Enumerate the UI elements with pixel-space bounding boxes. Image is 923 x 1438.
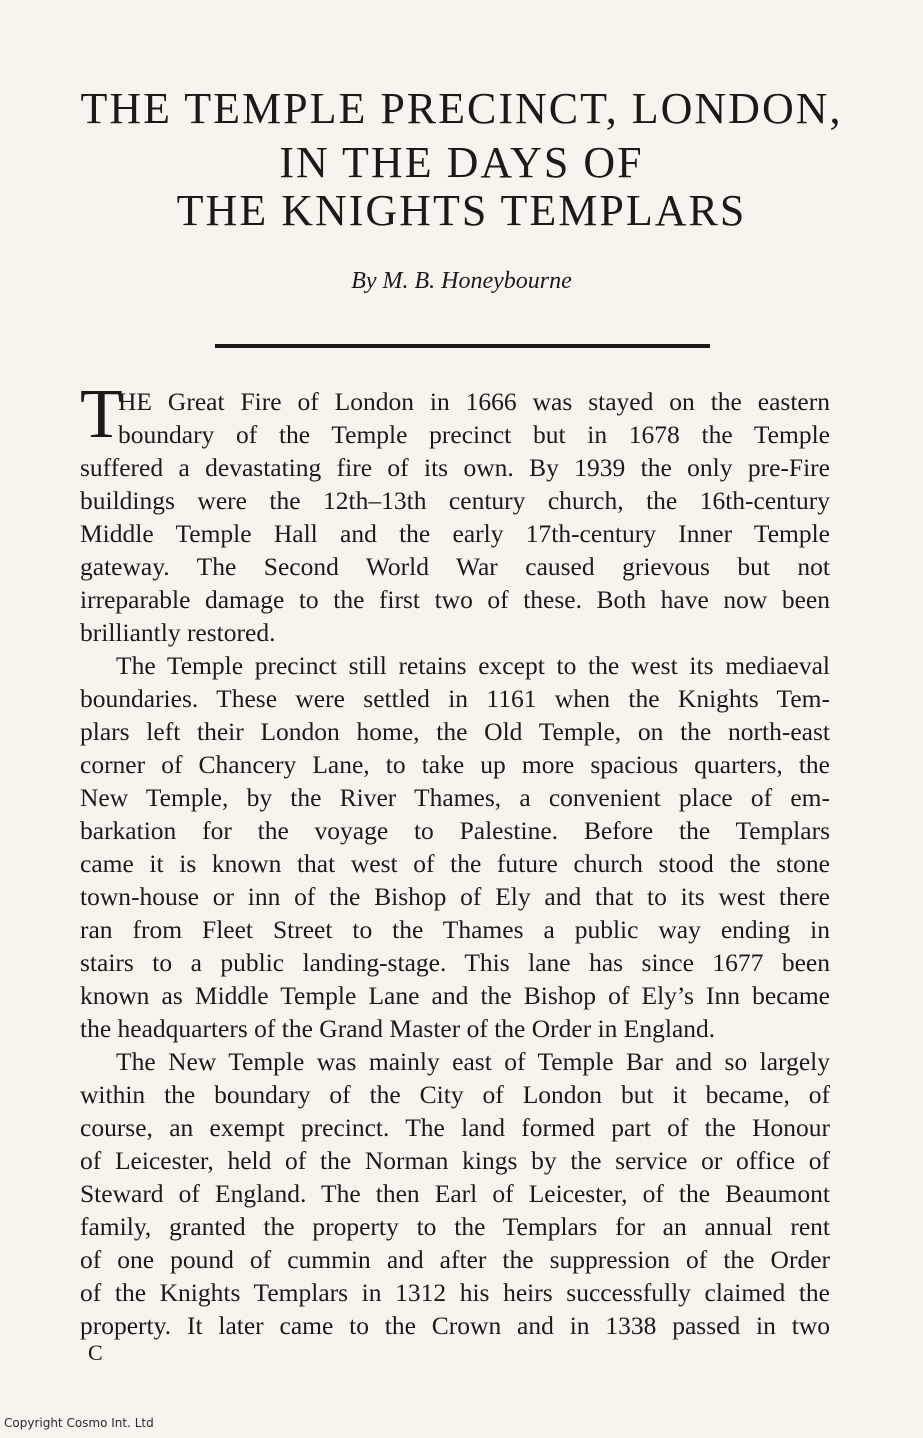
body-line: of Leicester, held of the Norman kings by the service or office of (80, 1146, 830, 1175)
copyright-watermark: Copyright Cosmo Int. Ltd (4, 1416, 154, 1430)
body-line: buildings were the 12th–13th century church, the 16th-century (80, 486, 830, 515)
body-line: Steward of England. The then Earl of Leicester, of the Beaumont (80, 1179, 830, 1208)
title-line-1: THE TEMPLE PRECINCT, LONDON, (80, 84, 843, 133)
drop-cap: T (80, 376, 123, 453)
body-line: ran from Fleet Street to the Thames a public way ending in (80, 915, 830, 944)
body-line: within the boundary of the City of London but it became, of (80, 1080, 830, 1109)
body-line: The New Temple was mainly east of Temple Bar and so largely (116, 1047, 830, 1076)
body-line: corner of Chancery Lane, to take up more spacious quarters, the (80, 750, 830, 779)
body-line: the headquarters of the Grand Master of the Order in England. (80, 1014, 716, 1043)
body-line: suffered a devastating fire of its own. By 1939 the only pre-Fire (80, 453, 830, 482)
body-line: property. It later came to the Crown and in 1338 passed in two (80, 1311, 830, 1340)
body-line: New Temple, by the River Thames, a convenient place of em- (80, 783, 830, 812)
title-line-2: IN THE DAYS OF (279, 138, 644, 187)
body-line: stairs to a public landing-stage. This lane has since 1677 been (80, 948, 830, 977)
body-line: barkation for the voyage to Palestine. Before the Templars (80, 816, 830, 845)
body-line: The Temple precinct still retains except to the west its mediaeval (116, 651, 830, 680)
body-line: of one pound of cummin and after the suppression of the Order (80, 1245, 830, 1274)
body-line: of the Knights Templars in 1312 his heirs successfully claimed the (80, 1278, 830, 1307)
body-line: boundaries. These were settled in 1161 when the Knights Tem- (80, 684, 830, 713)
title-line-3: THE KNIGHTS TEMPLARS (176, 186, 747, 235)
body-line: gateway. The Second World War caused grievous but not (80, 552, 830, 581)
body-line: HE Great Fire of London in 1666 was stayed on the eastern (118, 387, 830, 416)
body-line: plars left their London home, the Old Temple, on the north-east (80, 717, 830, 746)
signature-mark: C (88, 1340, 103, 1365)
body-line: course, an exempt precinct. The land formed part of the Honour (80, 1113, 830, 1142)
section-divider (215, 344, 710, 348)
body-line: came it is known that west of the future church stood the stone (80, 849, 830, 878)
body-line: family, granted the property to the Templars for an annual rent (80, 1212, 830, 1241)
body-line: brilliantly restored. (80, 618, 276, 647)
body-line: irreparable damage to the first two of these. Both have now been (80, 585, 830, 614)
body-line: town-house or inn of the Bishop of Ely and that to its west there (80, 882, 830, 911)
body-line: known as Middle Temple Lane and the Bishop of Ely’s Inn became (80, 981, 830, 1010)
byline: By M. B. Honeybourne (351, 268, 572, 294)
body-line: boundary of the Temple precinct but in 1678 the Temple (118, 420, 830, 449)
body-line: Middle Temple Hall and the early 17th-century Inner Temple (80, 519, 830, 548)
